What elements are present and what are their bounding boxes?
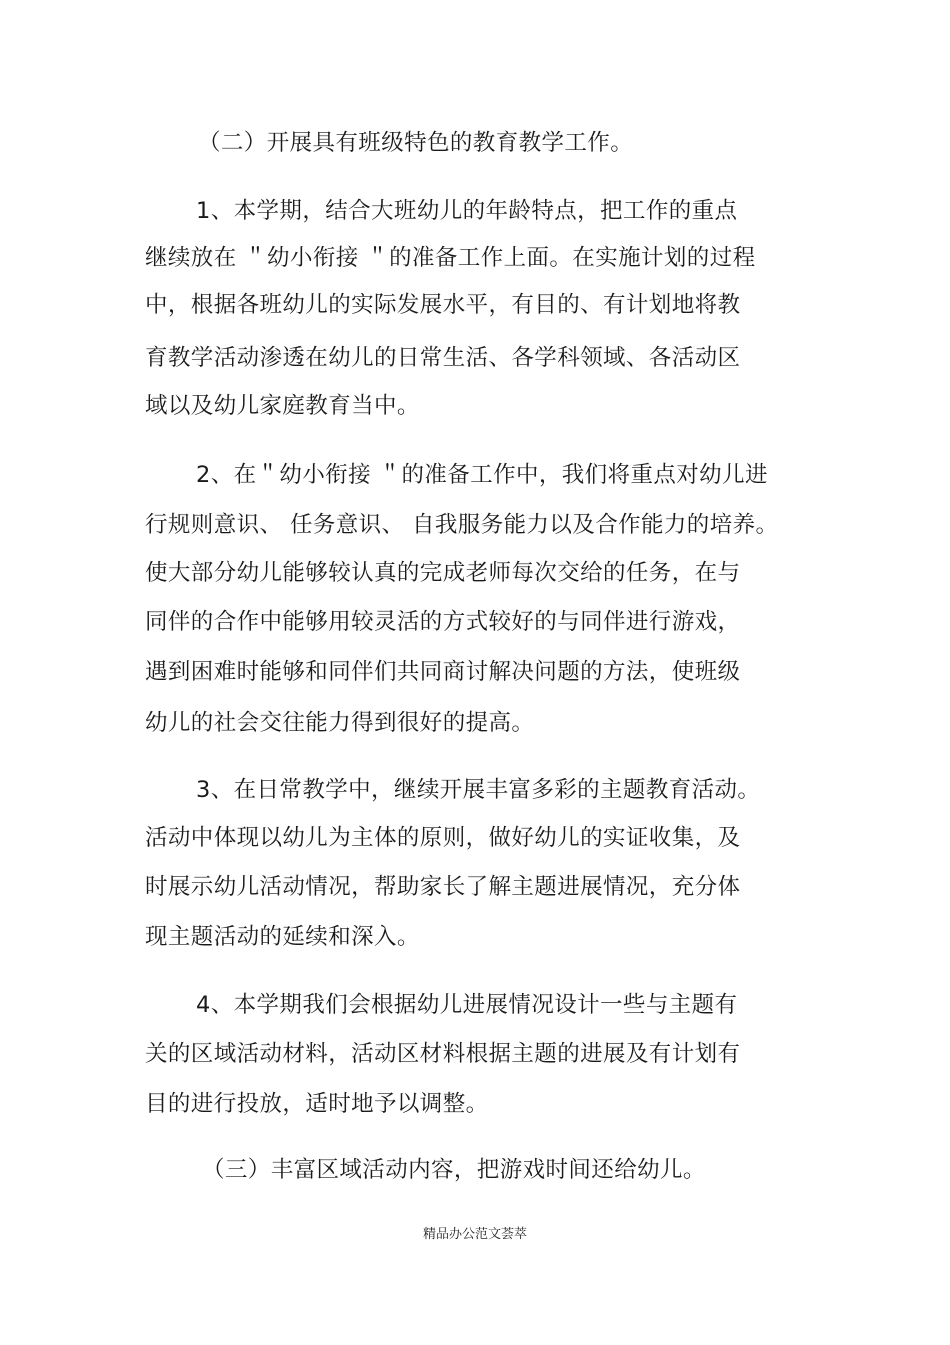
paragraph-2-line-1: 2、在＂幼小衔接 ＂的准备工作中，我们将重点对幼儿进: [196, 462, 768, 488]
section-heading: （二）开展具有班级特色的教育教学工作。: [198, 130, 634, 156]
paragraph-1-line-1: 1、本学期，结合大班幼儿的年龄特点，把工作的重点: [196, 198, 738, 224]
paragraph-1-line-2: 继续放在 ＂幼小衔接 ＂的准备工作上面。在实施计划的过程: [145, 245, 756, 271]
paragraph-4-line-3: 目的进行投放，适时地予以调整。: [145, 1091, 489, 1117]
paragraph-3-line-2: 活动中体现以幼儿为主体的原则，做好幼儿的实证收集，及: [145, 825, 741, 851]
paragraph-2-line-2: 行规则意识、 任务意识、 自我服务能力以及合作能力的培养。: [145, 512, 779, 538]
paragraph-1-line-4: 育教学活动渗透在幼儿的日常生活、各学科领域、各活动区: [145, 345, 741, 371]
paragraph-3-line-3: 时展示幼儿活动情况，帮助家长了解主题进展情况，充分体: [145, 874, 741, 900]
section-heading: （三）丰富区域活动内容，把游戏时间还给幼儿。: [202, 1157, 706, 1183]
paragraph-3-line-1: 3、在日常教学中，继续开展丰富多彩的主题教育活动。: [196, 777, 761, 803]
paragraph-2-line-5: 遇到困难时能够和同伴们共同商讨解决问题的方法，使班级: [145, 659, 741, 685]
paragraph-1-line-5: 域以及幼儿家庭教育当中。: [145, 393, 420, 419]
paragraph-2-line-3: 使大部分幼儿能够较认真的完成老师每次交给的任务，在与: [145, 560, 741, 586]
paragraph-1-line-3: 中，根据各班幼儿的实际发展水平，有目的、有计划地将教: [145, 292, 741, 318]
paragraph-2-line-6: 幼儿的社会交往能力得到很好的提高。: [145, 710, 535, 736]
paragraph-4-line-2: 关的区域活动材料，活动区材料根据主题的进展及有计划有: [145, 1041, 741, 1067]
paragraph-4-line-1: 4、本学期我们会根据幼儿进展情况设计一些与主题有: [196, 992, 738, 1018]
page-footer: 精品办公范文荟萃: [422, 1227, 527, 1242]
paragraph-2-line-4: 同伴的合作中能够用较灵活的方式较好的与同伴进行游戏，: [145, 609, 741, 635]
paragraph-3-line-4: 现主题活动的延续和深入。: [145, 924, 420, 950]
